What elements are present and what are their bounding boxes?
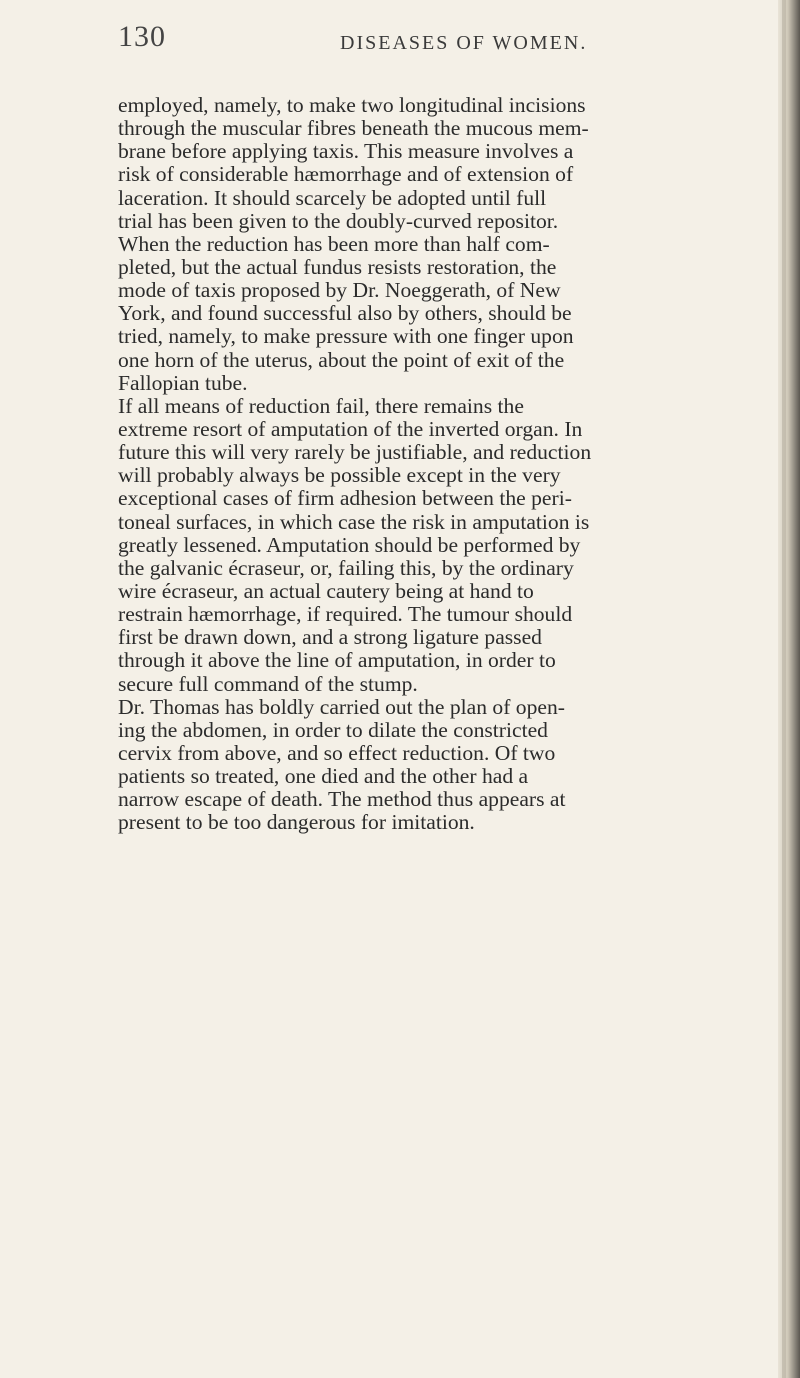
text-line: through the muscular fibres beneath the mucous mem- xyxy=(118,117,589,141)
text-line: mode of taxis proposed by Dr. Noeggerath, of New xyxy=(118,279,561,303)
text-line: pleted, but the actual fundus resists restoration, the xyxy=(118,255,557,279)
text-line: If all means of reduction fail, there remains the xyxy=(118,394,524,418)
text-line: tried, namely, to make pressure with one finger upon xyxy=(118,325,574,349)
binding-strip xyxy=(782,0,786,1378)
body-text xyxy=(118,94,794,835)
text-line: through it above the line of amputation, in order to xyxy=(118,649,556,673)
text-line: patients so treated, one died and the other had a xyxy=(118,765,529,789)
text-line: will probably always be possible except in the very xyxy=(118,464,561,488)
text-line: exceptional cases of firm adhesion between the peri- xyxy=(118,487,572,511)
text-line: secure full command of the stump. xyxy=(118,672,418,696)
text-line: one horn of the uterus, about the point of exit of the xyxy=(118,348,565,372)
text-line: wire écraseur, an actual cautery being at hand to xyxy=(118,579,534,603)
text-line: laceration. It should scarcely be adopted until full xyxy=(118,186,547,210)
text-line: greatly lessened. Amputation should be performed by xyxy=(118,533,581,557)
text-line: the galvanic écraseur, or, failing this, by the ordinary xyxy=(118,556,574,580)
page-number: 130 xyxy=(118,20,166,53)
text-line: future this will very rarely be justifiable, and reduction xyxy=(118,441,592,465)
text-line: toneal surfaces, in which case the risk in amputation is xyxy=(118,510,590,534)
page-header xyxy=(118,20,758,60)
text-line: cervix from above, and so effect reduction. Of two xyxy=(118,741,556,765)
text-line: risk of considerable hæmorrhage and of extension of xyxy=(118,163,574,187)
text-line: employed, namely, to make two longitudinal incisions xyxy=(118,94,586,117)
text-line: extreme resort of amputation of the inverted organ. In xyxy=(118,417,583,441)
text-line: restrain hæmorrhage, if required. The tumour should xyxy=(118,603,573,627)
text-line: When the reduction has been more than half com- xyxy=(118,232,550,256)
text-line: present to be too dangerous for imitation. xyxy=(118,811,475,835)
text-line: narrow escape of death. The method thus appears at xyxy=(118,788,566,812)
text-line: York, and found successful also by others, should be xyxy=(118,302,572,326)
text-line: trial has been given to the doubly-curved repositor. xyxy=(118,209,559,233)
running-head: DISEASES OF WOMEN. xyxy=(340,32,588,54)
page-edge-shadow xyxy=(778,0,800,1378)
text-line: Dr. Thomas has boldly carried out the plan of open- xyxy=(118,695,565,719)
text-line: brane before applying taxis. This measure involves a xyxy=(118,140,574,164)
text-line: Fallopian tube. xyxy=(118,371,248,395)
text-line: first be drawn down, and a strong ligature passed xyxy=(118,626,542,650)
text-line: ing the abdomen, in order to dilate the constricted xyxy=(118,718,548,742)
